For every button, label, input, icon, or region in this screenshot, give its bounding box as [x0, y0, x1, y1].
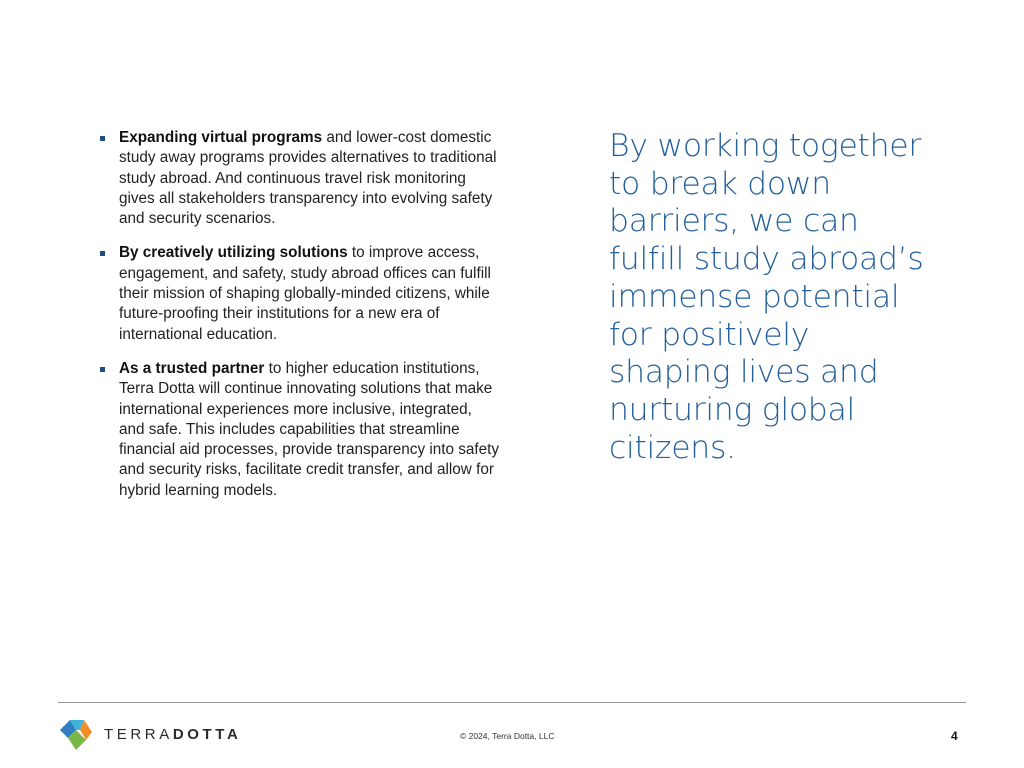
bullet-bold-text: By creatively utilizing solutions [119, 244, 348, 262]
bullet-bold-text: Expanding virtual programs [119, 129, 323, 146]
copyright-notice: © 2024, Terra Dotta, LLC [460, 731, 555, 741]
bullet-bold-text: As a trusted partner [119, 359, 265, 377]
logo-wordmark-dotta: DOTTA [172, 726, 242, 743]
pull-quote: By working together to break down barriers, we can fulfill study abroad’s immense potential for positively shaping lives and nurturing global citizens. [609, 128, 924, 466]
bullet-marker [100, 136, 105, 141]
bullet-list [100, 128, 500, 515]
footer-divider [58, 702, 966, 703]
bullet-text: and lower-cost domestic study away programs provides alternatives to traditional study abroad. And continuous travel risk monitoring gives all stakeholders transparency into evolving safety and security scenarios. [119, 129, 497, 228]
bullet-marker [100, 367, 105, 372]
bullet-marker [100, 251, 105, 256]
logo-wordmark [104, 726, 241, 743]
bullet-item-trusted-partner [100, 359, 500, 501]
page-number: 4 [951, 729, 958, 743]
terra-dotta-logo-icon [58, 718, 94, 752]
bullet-item-virtual-programs [100, 128, 500, 229]
bullet-text: to improve access, engagement, and safety, study abroad offices can fulfill their mission of shaping globally-minded citizens, while future-proofing their institutions for a new era of international education. [119, 244, 491, 343]
logo-wordmark-terra: TERRA [104, 726, 173, 743]
bullet-text: to higher education institutions, Terra Dotta will continue innovating solutions that make international experiences more inclusive, integrated, and safe. This includes capabilities that streamline financial aid processes, provide transparency into safety and security risks, facilitate credit transfer, and allow for hybrid learning models. [119, 359, 500, 499]
bullet-item-creative-solutions [100, 243, 500, 344]
